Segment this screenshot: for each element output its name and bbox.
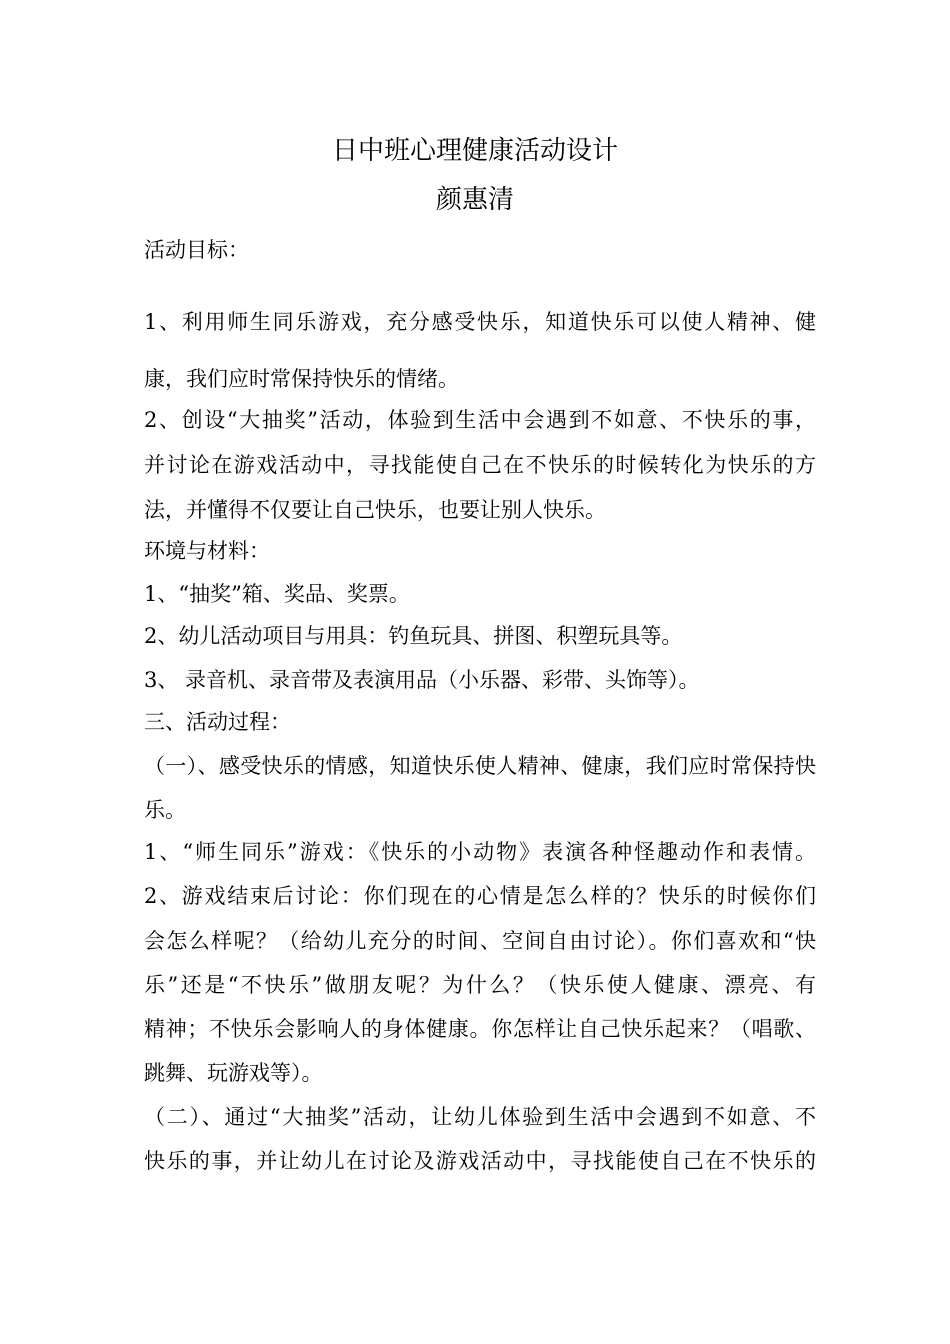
text-line: 跳舞、玩游戏等）。 [144,1061,323,1085]
text-line: 乐”还是“不快乐”做朋友呢？为什么？（快乐使人健康、漂亮、有 [144,973,816,997]
text-line: 活动目标： [144,238,249,262]
document-title: 日中班心理健康活动设计 [331,136,618,166]
text-line: 康，我们应时常保持快乐的情绪。 [144,367,459,391]
text-line: 1、利用师生同乐游戏，充分感受快乐，知道快乐可以使人精神、健 [144,310,816,334]
text-line: 精神；不快乐会影响人的身体健康。你怎样让自己快乐起来？（唱歌、 [144,1017,816,1041]
text-line: 三、活动过程： [144,710,291,734]
text-line: 快乐的事，并让幼儿在讨论及游戏活动中，寻找能使自己在不快乐的 [144,1149,816,1173]
text-line: 1、“师生同乐”游戏：《快乐的小动物》表演各种怪趣动作和表情。 [144,840,816,864]
document-author: 颜惠清 [435,185,514,215]
text-line: （一）、感受快乐的情感，知道快乐使人精神、健康，我们应时常保持快 [144,754,816,778]
text-line: 并讨论在游戏活动中，寻找能使自己在不快乐的时候转化为快乐的方 [144,453,816,477]
text-line: 会怎么样呢？（给幼儿充分的时间、空间自由讨论）。你们喜欢和“快 [144,929,816,953]
text-line: 1、“抽奖”箱、奖品、奖票。 [144,582,410,606]
text-line: 2、游戏结束后讨论：你们现在的心情是怎么样的？快乐的时候你们 [144,884,816,908]
text-line: 3、 录音机、录音带及表演用品（小乐器、彩带、头饰等）。 [144,668,700,692]
text-line: 环境与材料： [144,539,270,563]
text-line: 2、创设“大抽奖”活动，体验到生活中会遇到不如意、不快乐的事， [144,408,816,432]
text-line: 法，并懂得不仅要让自己快乐，也要让别人快乐。 [144,498,606,522]
text-line: 2、幼儿活动项目与用具：钓鱼玩具、拼图、积塑玩具等。 [144,624,683,648]
text-line: （二）、通过“大抽奖”活动，让幼儿体验到生活中会遇到不如意、不 [144,1105,816,1129]
text-line: 乐。 [144,798,186,822]
